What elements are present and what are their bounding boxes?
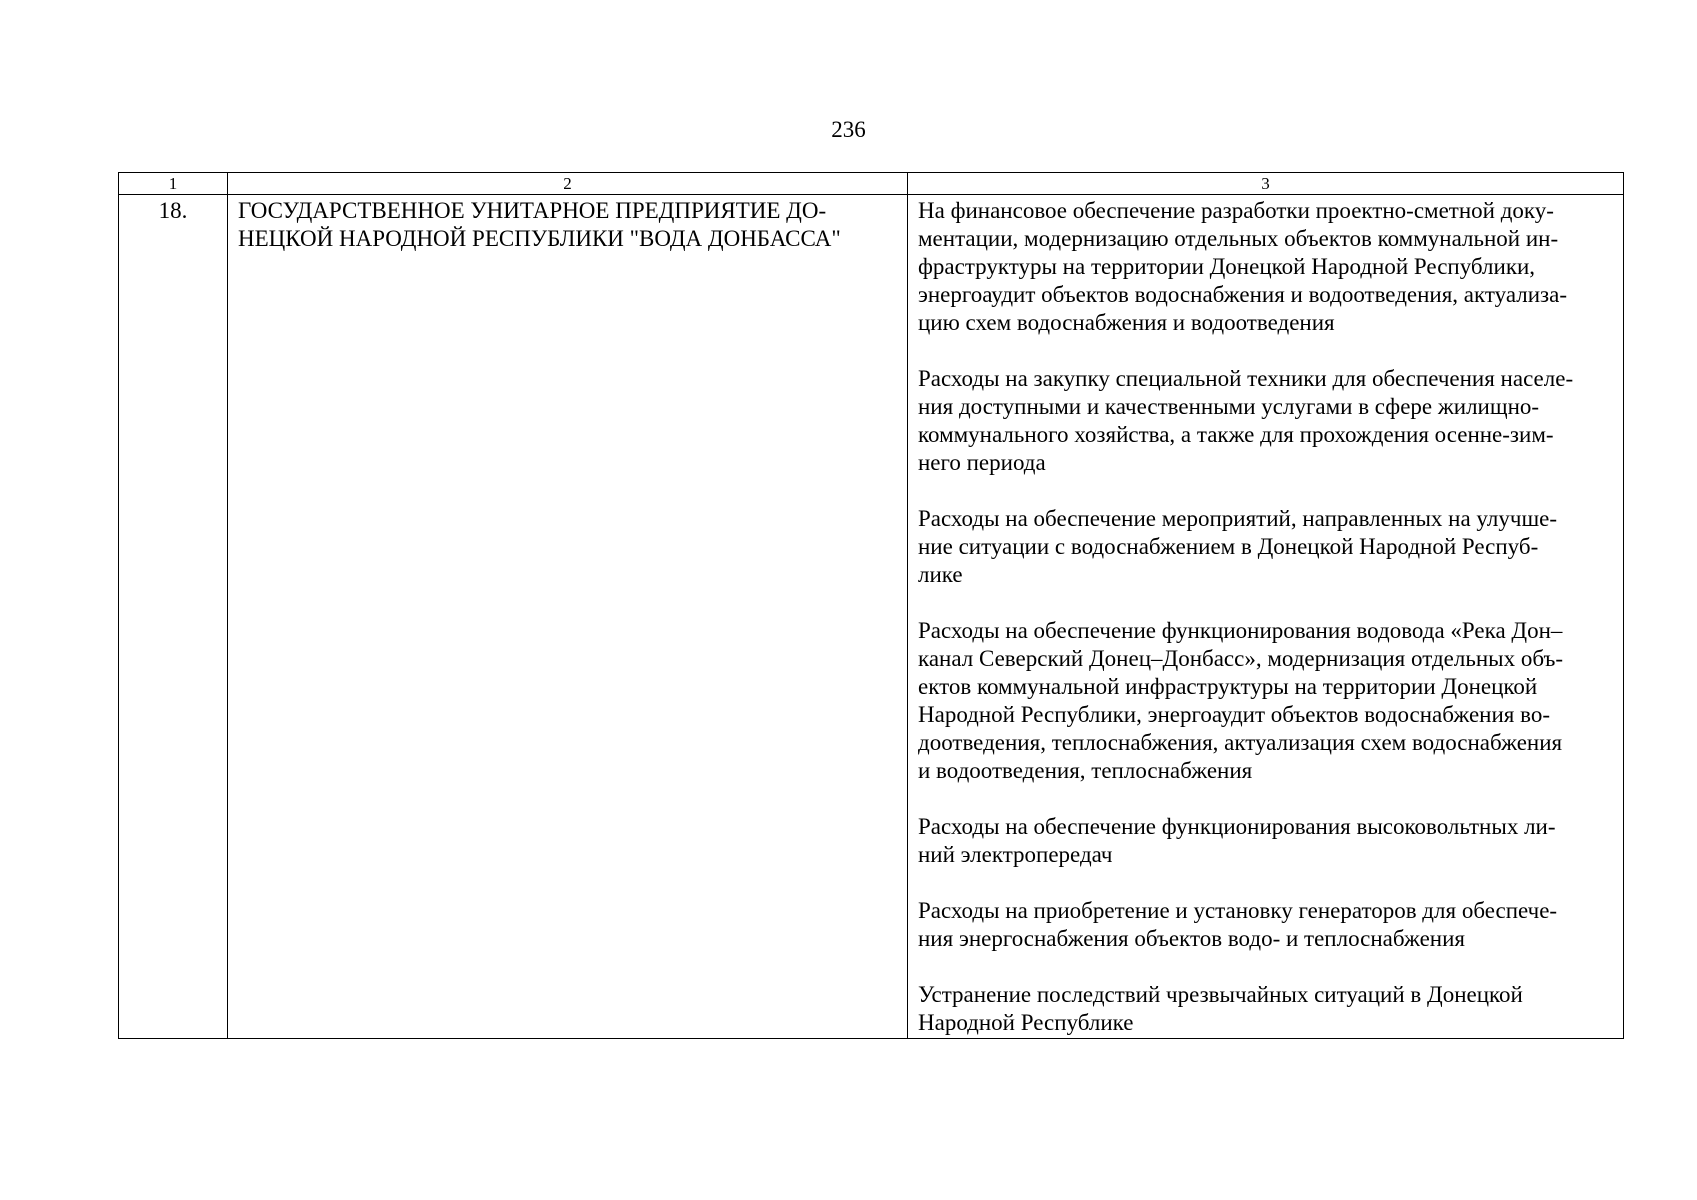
description-paragraph: Устранение последствий чрезвычайных ситуаций в Донецкой Народной Республике [918,982,1523,1035]
page-number: 236 [831,117,866,142]
description-paragraph: Расходы на обеспечение мероприятий, направленных на улучше- ние ситуации с водоснабжением в Донецкой Народной Респуб- лике [918,506,1558,587]
column-header-3: 3 [908,173,1624,195]
table-header-row [119,173,1624,195]
description-paragraph: Расходы на приобретение и установку генераторов для обеспече- ния энергоснабжения объектов водо- и теплоснабжения [918,898,1558,951]
description-paragraph: Расходы на закупку специальной техники для обеспечения населе- ния доступными и качественными услугами в сфере жилищно- коммунального хозяйства, а также для прохождения осенне-зим- него периода [918,366,1574,475]
description-cell [908,195,1624,1039]
row-number: 18. [119,195,228,1039]
description-paragraph: Расходы на обеспечение функционирования высоковольтных ли- ний электропередач [918,814,1556,867]
organization-cell [228,195,908,1039]
column-header-1: 1 [119,173,228,195]
allocation-table [118,172,1624,1039]
description-paragraph: Расходы на обеспечение функционирования водовода «Река Дон– канал Северский Донец–Донбасс», модернизация отдельных объ- ектов коммунальной инфраструктуры на территории Донецкой Народной Республики, энергоаудит объектов водоснабжения во- доотведения, теплоснабжения, актуализация схем водоснабжения и водоотведения, теплоснабжения [918,618,1564,783]
organization-name: ГОСУДАРСТВЕННОЕ УНИТАРНОЕ ПРЕДПРИЯТИЕ ДО- НЕЦКОЙ НАРОДНОЙ РЕСПУБЛИКИ "ВОДА ДОНБАССА" [238,198,841,251]
table-row [119,195,1624,1039]
column-header-2: 2 [228,173,908,195]
description-paragraph: На финансовое обеспечение разработки проектно-сметной доку- ментации, модернизацию отдельных объектов коммунальной ин- фраструктуры на территории Донецкой Народной Республики, энергоаудит объектов водоснабжения и водоотведения, актуализа- цию схем водоснабжения и водоотведения [918,198,1567,335]
